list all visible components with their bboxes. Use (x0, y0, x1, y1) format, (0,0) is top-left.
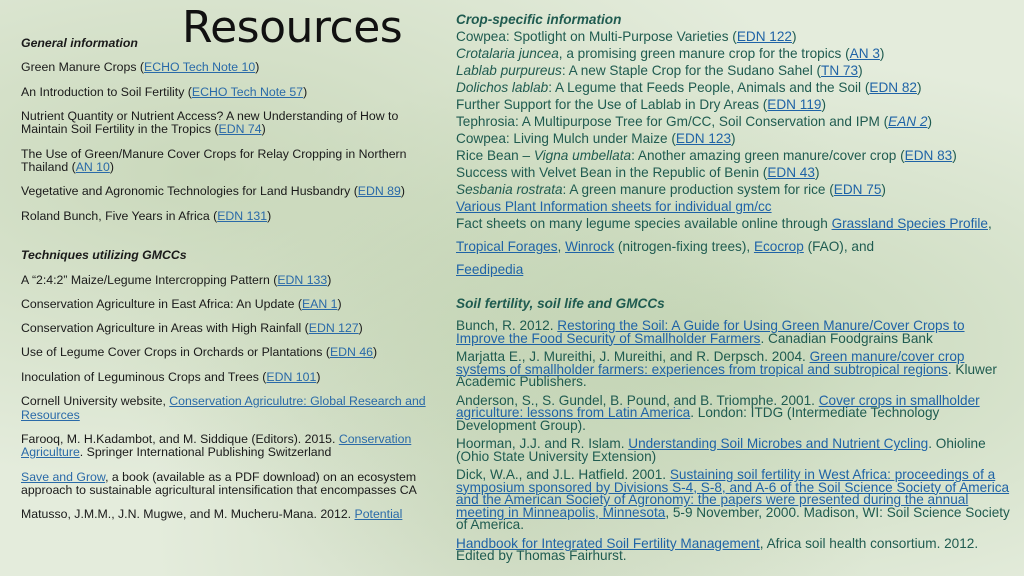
link[interactable]: Potential (354, 507, 403, 522)
list-item: Use of Legume Cover Crops in Orchards or Plantations (EDN 46) (21, 345, 378, 360)
list-item: Further Support for the Use of Lablab in Dry Areas (EDN 119) (456, 97, 826, 112)
crop-heading: Crop-specific information (456, 12, 622, 27)
link[interactable]: Sustaining soil fertility in West Africa: proceedings of a symposium sponsored by Divisions S-4, S-8, and A-6 of the Soil Science Society of America and the American Society of Agronomy: the papers were presented during the annual meeting in Minneapolis, Minnesota (456, 467, 1010, 520)
link[interactable]: EDN 82 (869, 80, 917, 95)
list-item: Anderson, S., S. Gundel, B. Pound, and B. Triomphe. 2001. Cover crops in smallholder agriculture: lessons from Latin America. London: ITDG (Intermediate Technology Development Group). (456, 392, 980, 433)
list-item: Save and Grow, a book (available as a PDF download) on an ecosystem approach to sustainable agricultural intensification that encompasses CA (21, 469, 417, 498)
link[interactable]: TN 73 (821, 63, 859, 78)
list-item: Handbook for Integrated Soil Fertility Management, Africa soil health consortium. 2012. Edited by Thomas Fairhurst. (456, 535, 979, 563)
link[interactable]: EDN 133 (277, 272, 328, 287)
list-item: Success with Velvet Bean in the Republic of Benin (EDN 43) (456, 165, 820, 180)
general-heading: General information (21, 36, 138, 50)
link[interactable]: EDN 89 (357, 184, 401, 199)
link[interactable]: AN 3 (849, 46, 880, 61)
list-item: Inoculation of Leguminous Crops and Trees (EDN 101) (21, 369, 321, 384)
list-item: Sesbania rostrata: A green manure production system for rice (EDN 75) (456, 182, 886, 197)
link[interactable]: Cover crops in smallholder agriculture: lessons from Latin America (456, 392, 980, 420)
list-item: Cowpea: Living Mulch under Maize (EDN 123) (456, 131, 736, 146)
link[interactable]: EDN 75 (833, 182, 882, 197)
link[interactable]: EDN 43 (767, 165, 815, 180)
list-item: Cornell University website, Conservation Agriculutre: Global Research and Resources (21, 394, 426, 422)
link[interactable]: EAN 1 (301, 296, 338, 311)
left-column (21, 37, 431, 533)
link[interactable]: EDN 83 (904, 148, 953, 163)
ecocrop-link[interactable]: Ecocrop (753, 239, 804, 254)
link[interactable]: EDN 127 (308, 321, 359, 336)
link[interactable]: Green manure/cover crop systems of smallholder farmers: experiences from tropical and subtropical regions (456, 349, 965, 377)
list-item: Crotalaria juncea, a promising green manure crop for the tropics (AN 3) (456, 46, 885, 61)
link[interactable]: EAN 2 (888, 114, 928, 129)
general-list (21, 61, 431, 223)
link[interactable]: Understanding Soil Microbes and Nutrient Cycling (628, 436, 929, 451)
list-item: Green Manure Crops (ECHO Tech Note 10) (21, 60, 260, 75)
list-item: Marjatta E., J. Mureithi, J. Mureithi, and R. Derpsch. 2004. Green manure/cover crop systems of smallholder farmers: experiences from tropical and subtropical regions. Kluwer Academic Publishers. (456, 349, 997, 389)
plant-sheets-link[interactable]: Various Plant Information sheets for individual gm/cc (456, 199, 772, 214)
fact-sheets: Fact sheets on many legume species available online through Grassland Species Profile, Tropical Forages, Winrock (nitrogen-fixing trees), Ecocrop (FAO), and Feedipedia (456, 216, 992, 277)
link[interactable]: Conservation Agriculture (21, 431, 412, 460)
list-item: Dolichos lablab: A Legume that Feeds People, Animals and the Soil (EDN 82) (456, 80, 922, 95)
list-item: Farooq, M. H.Kadambot, and M. Siddique (Editors). 2015. Conservation Agriculture. Springer International Publishing Switzerland (21, 431, 412, 460)
list-item: Conservation Agriculture in Areas with High Rainfall (EDN 127) (21, 321, 363, 336)
link[interactable]: EDN 119 (767, 97, 822, 112)
list-item: Nutrient Quantity or Nutrient Access? A new Understanding of How to Maintain Soil Fertility in the Tropics (EDN 74) (21, 108, 399, 137)
soil-heading: Soil fertility, soil life and GMCCs (456, 296, 665, 311)
tropical-forages-link[interactable]: Tropical Forages (456, 239, 558, 254)
link[interactable]: EDN 131 (217, 208, 268, 223)
list-item: Cowpea: Spotlight on Multi-Purpose Varieties (EDN 122) (456, 29, 797, 44)
grassland-link[interactable]: Grassland Species Profile (831, 216, 988, 231)
list-item: Conservation Agriculture in East Africa: An Update (EAN 1) (21, 296, 342, 311)
soil-refs (456, 320, 1016, 563)
link[interactable]: ECHO Tech Note 10 (144, 60, 256, 75)
list-item: Vegetative and Agronomic Technologies for Land Husbandry (EDN 89) (21, 184, 405, 199)
page-title: Resources (182, 2, 403, 53)
list-item: Rice Bean – Vigna umbellata: Another amazing green manure/cover crop (EDN 83) (456, 148, 957, 163)
link[interactable]: Restoring the Soil: A Guide for Using Green Manure/Cover Crops to Improve the Food Security of Smallholder Farmers (456, 318, 965, 346)
link[interactable]: Conservation Agriculutre: Global Research and Resources (21, 394, 426, 422)
link[interactable]: AN 10 (75, 160, 110, 175)
list-item: Dick, W.A., and J.L. Hatfield. 2001. Sustaining soil fertility in West Africa: proceedings of a symposium sponsored by Divisions S-4, S-8, and A-6 of the Soil Science Society of America and the American Society of Agronomy: the papers were presented during the annual meeting in Minneapolis, Minnesota, 5-9 November, 2000. Madison, WI: Soil Science Society of America. (456, 467, 1010, 532)
link[interactable]: EDN 122 (736, 29, 792, 44)
list-item: Lablab purpureus: A new Staple Crop for the Sudano Sahel (TN 73) (456, 63, 863, 78)
list-item: The Use of Green/Manure Cover Crops for Relay Cropping in Northern Thailand (AN 10) (21, 146, 407, 175)
feedipedia-link[interactable]: Feedipedia (456, 262, 524, 277)
list-item: Matusso, J.M.M., J.N. Mugwe, and M. Mucheru-Mana. 2012. Potential (21, 507, 403, 522)
list-item: Bunch, R. 2012. Restoring the Soil: A Guide for Using Green Manure/Cover Crops to Improve the Food Security of Smallholder Farmers. Canadian Foodgrains Bank (456, 318, 965, 346)
link[interactable]: Save and Grow (21, 469, 106, 484)
list-item: A “2:4:2” Maize/Legume Intercropping Pattern (EDN 133) (21, 272, 332, 287)
right-column (456, 11, 1016, 569)
link[interactable]: EDN 46 (329, 345, 373, 360)
crop-list (456, 28, 1016, 281)
link[interactable]: Handbook for Integrated Soil Fertility Management (456, 535, 760, 551)
list-item: Hoorman, J.J. and R. Islam. Understanding Soil Microbes and Nutrient Cycling. Ohioline (Ohio State University Extension) (456, 436, 986, 464)
list-item: An Introduction to Soil Fertility (ECHO Tech Note 57) (21, 84, 308, 99)
link[interactable]: EDN 101 (266, 369, 317, 384)
list-item: Tephrosia: A Multipurpose Tree for Gm/CC, Soil Conservation and IPM (EAN 2) (456, 114, 932, 129)
techniques-list (21, 274, 431, 522)
link[interactable]: EDN 123 (675, 131, 732, 146)
list-item: Roland Bunch, Five Years in Africa (EDN 131) (21, 208, 272, 223)
winrock-link[interactable]: Winrock (565, 239, 615, 254)
link[interactable]: ECHO Tech Note 57 (191, 84, 304, 99)
link[interactable]: EDN 74 (218, 122, 262, 137)
techniques-heading: Techniques utilizing GMCCs (21, 248, 187, 263)
